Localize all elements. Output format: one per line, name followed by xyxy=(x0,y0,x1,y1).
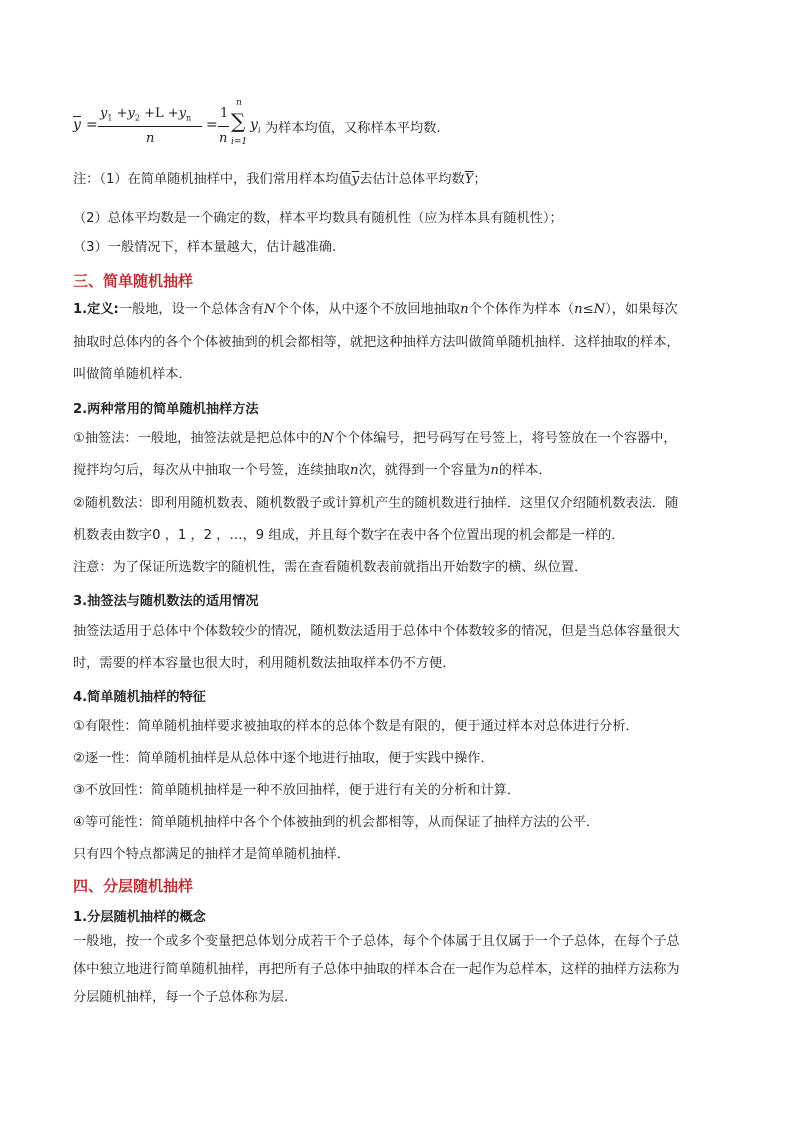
num-y1: y xyxy=(100,106,108,121)
def-condition: n≤N xyxy=(574,302,606,317)
formula-fraction-bar-2 xyxy=(218,126,229,127)
note-1-text-a: 注：（1）在简单随机抽样中，我们常用样本均值 xyxy=(73,172,352,187)
sum-lower-limit: i=1 xyxy=(231,137,248,147)
frac-one: 1 xyxy=(220,106,229,121)
num-plus1: + xyxy=(116,106,128,121)
sum-term-sub: i xyxy=(258,126,261,135)
formula-equals-1: = xyxy=(86,117,98,133)
num-plus2: + xyxy=(144,106,155,121)
def-text-b: 个个体，从中逐个不放回地抽取 xyxy=(275,302,461,317)
def-text-a: 一般地，设一个总体含有 xyxy=(118,302,264,317)
note-2: （2）总体平均数是一个确定的数，样本平均数具有随机性（应为样本具有随机性）； xyxy=(73,211,563,226)
feature-summary: 只有四个特点都满足的抽样才是简单随机抽样． xyxy=(73,847,350,862)
apply-title: 3.抽签法与随机数法的适用情况 xyxy=(73,594,259,609)
section-4-heading: 四、分层随机抽样 xyxy=(73,877,194,895)
num-plus3: + xyxy=(167,106,179,121)
stratified-line-1: 一般地，按一个或多个变量把总体划分成若干个子总体，每个个体属于且仅属于一个子总体，在每个子总 xyxy=(73,934,680,949)
definition-label: 1.定义: xyxy=(73,302,119,317)
features-title: 4.简单随机抽样的特征 xyxy=(73,690,206,705)
apply-line-1: 抽签法适用于总体中个体数较少的情况，随机数法适用于总体中个体数较多的情况，但是当总体容量很大 xyxy=(73,624,680,639)
note-1-text-c: ； xyxy=(473,172,487,187)
stratified-line-3: 分层随机抽样，每一个子总体称为层. xyxy=(73,990,289,1005)
method-1-line-1 xyxy=(73,429,677,449)
frac-n: n xyxy=(219,131,228,146)
method-2-note: 注意：为了保证所选数字的随机性，需在查看随机数表前就指出开始数字的横、纵位置． xyxy=(73,560,588,575)
definition-line-3: 叫做简单随机样本． xyxy=(73,367,192,382)
feature-1: ①有限性：简单随机抽样要求被抽取的样本的总体个数是有限的，便于通过样本对总体进行分析． xyxy=(73,719,639,734)
note-1-sample-mean: $\overline{y}$ xyxy=(351,172,360,187)
m1-text-a: ①抽签法：一般地，抽签法就是把总体中的 xyxy=(73,431,323,446)
formula-caption: 为样本均值，又称样本平均数. xyxy=(265,121,441,136)
m1-N: N xyxy=(322,431,334,446)
m1-text-b: 个个体编号，把号码写在号签上，将号签放在一个容器中， xyxy=(333,431,677,446)
feature-4: ④等可能性：简单随机抽样中各个个体被抽到的机会都相等，从而保证了抽样方法的公平． xyxy=(73,815,600,830)
formula-lhs: $\overline{y}$ xyxy=(73,117,81,133)
m1-text-c: 搅拌均匀后，每次从中抽取一个号签，连续抽取 xyxy=(73,463,350,478)
num-sub2: 2 xyxy=(134,113,140,123)
note-1 xyxy=(73,170,487,190)
definition-line-1 xyxy=(73,300,678,320)
formula-equals-2: = xyxy=(206,117,218,133)
num-sub1: 1 xyxy=(107,113,113,123)
m1-text-e: 的样本． xyxy=(498,463,552,478)
method-2-line-2: 机数表由数字0 ，1 ，2 ，…，9 组成，并且每个数字在表中各个位置出现的机会都是一样的． xyxy=(73,528,625,543)
feature-3: ③不放回性：简单随机抽样是一种不放回抽样，便于进行有关的分析和计算． xyxy=(73,783,521,798)
formula-fraction-bar-1 xyxy=(98,126,202,127)
m1-n: n xyxy=(349,463,359,478)
method-2-line-1: ②随机数法：即利用随机数表、随机数骰子或计算机产生的随机数进行抽样．这里仅介绍随机数表法．随 xyxy=(73,496,679,511)
note-3: （3）一般情况下，样本量越大，估计越准确. xyxy=(73,240,337,255)
note-1-text-b: 去估计总体平均数 xyxy=(359,172,465,187)
method-1-line-2 xyxy=(73,461,552,481)
def-text-c: 个个体作为样本（ xyxy=(468,302,575,317)
note-1-population-mean: $\overline{Y}$ xyxy=(464,172,474,187)
stratified-concept-title: 1.分层随机抽样的概念 xyxy=(73,910,206,925)
sum-upper-limit: n xyxy=(236,98,242,108)
m1-n2: n xyxy=(490,463,499,478)
num-dots: L xyxy=(155,106,164,121)
def-text-d: ），如果每次 xyxy=(605,302,678,317)
feature-2: ②逐一性：简单随机抽样是从总体中逐个地进行抽取，便于实践中操作． xyxy=(73,751,494,766)
section-3-heading: 三、简单随机抽样 xyxy=(73,272,194,290)
stratified-line-2: 体中独立地进行简单随机抽样，再把所有子总体中抽取的样本合在一起作为总样本，这样的抽样方法称为 xyxy=(73,962,680,977)
formula-numerator xyxy=(100,106,191,123)
apply-line-2: 时，需要的样本容量也很大时，利用随机数法抽取样本仍不方便． xyxy=(73,656,456,671)
sum-symbol: ∑ xyxy=(231,109,246,133)
m1-text-d: 次，就得到一个容量为 xyxy=(358,463,491,478)
formula-denominator: n xyxy=(146,131,155,146)
num-y2: y xyxy=(127,106,135,121)
def-N: N xyxy=(263,302,276,317)
def-n: n xyxy=(460,302,469,317)
num-yn: y xyxy=(178,106,187,121)
definition-line-2: 抽取时总体内的各个个体被抽到的机会都相等，就把这种抽样方法叫做简单随机抽样．这样抽取的样本， xyxy=(73,335,680,350)
methods-title: 2.两种常用的简单随机抽样方法 xyxy=(73,402,259,417)
num-subn: n xyxy=(186,113,192,123)
sum-term-y: y xyxy=(250,117,258,133)
